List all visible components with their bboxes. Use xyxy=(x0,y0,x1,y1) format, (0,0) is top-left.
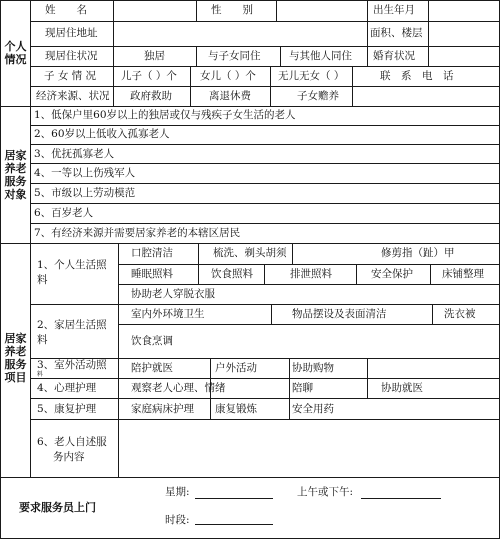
category-home-care: 2、家居生活照 xyxy=(37,319,107,331)
target-item[interactable]: 3、优抚孤寡老人 xyxy=(34,148,115,160)
rule xyxy=(30,419,500,420)
time-slot-label: 时段: xyxy=(165,514,190,526)
rule xyxy=(430,264,431,284)
service-surface-cleaning[interactable]: 物品摆设及表面清洁 xyxy=(292,308,387,320)
income-option-pension[interactable]: 离退休费 xyxy=(209,90,251,102)
living-option-with-others[interactable]: 与其他人同住 xyxy=(289,50,352,62)
income-option-child-support[interactable]: 子女赡养 xyxy=(297,90,339,102)
category-self-described-cont: 务内容 xyxy=(53,451,85,463)
rule xyxy=(113,0,114,106)
rule xyxy=(428,0,429,66)
service-bed-making[interactable]: 床铺整理 xyxy=(442,268,484,280)
rule xyxy=(0,0,1,539)
service-environment-hygiene[interactable]: 室内外环境卫生 xyxy=(131,308,205,320)
name-label: 姓 名 xyxy=(45,4,87,16)
service-sleep-care[interactable]: 睡眠照料 xyxy=(131,268,173,280)
target-item[interactable]: 4、一等以上伤残军人 xyxy=(34,167,136,179)
rule xyxy=(289,358,290,419)
service-medical-assist[interactable]: 协助就医 xyxy=(381,382,423,394)
rule xyxy=(198,243,199,284)
rule xyxy=(276,0,277,21)
phone-label: 联 系 电 话 xyxy=(380,70,454,82)
service-nail-trimming[interactable]: 修剪指（趾）甲 xyxy=(381,247,455,259)
service-mood-observation[interactable]: 观察老人心理、情绪 xyxy=(131,382,226,394)
rule xyxy=(118,324,500,325)
service-outdoor-activity[interactable]: 户外活动 xyxy=(215,362,257,374)
rule xyxy=(30,86,500,87)
rule xyxy=(196,0,197,21)
service-oral-cleaning[interactable]: 口腔清洁 xyxy=(131,247,173,259)
rule xyxy=(356,264,357,284)
service-cooking[interactable]: 饮食烹调 xyxy=(131,335,173,347)
income-label: 经济来源、状况 xyxy=(36,90,110,102)
rule xyxy=(30,163,500,164)
rule xyxy=(270,66,271,86)
category-self-described: 6、老人自述服 xyxy=(37,436,107,448)
service-dressing-assist[interactable]: 协助老人穿脱衣服 xyxy=(131,288,215,300)
category-outdoor-care: 3、室外活动照 xyxy=(37,359,107,371)
am-pm-field[interactable] xyxy=(361,498,441,499)
time-slot-field[interactable] xyxy=(195,524,273,525)
rule xyxy=(118,243,119,477)
area-floor-label: 面积、楼层 xyxy=(370,27,423,39)
section-service-items: 居家 养老 服务 项目 xyxy=(4,332,27,384)
service-diet-care[interactable]: 饮食照料 xyxy=(211,268,253,280)
rule xyxy=(367,0,368,66)
rule xyxy=(30,0,31,477)
rule xyxy=(0,106,500,107)
rule xyxy=(280,46,281,66)
children-daughter-option[interactable]: 女儿（ ）个 xyxy=(200,70,256,82)
service-toileting-care[interactable]: 排泄照料 xyxy=(290,268,332,280)
rule xyxy=(30,223,500,224)
rule xyxy=(0,477,500,478)
rule xyxy=(270,86,271,106)
category-outdoor-care-cont: 料 xyxy=(37,371,44,378)
section-service-targets: 居家 养老 服务 对象 xyxy=(4,149,27,201)
service-safety[interactable]: 安全保护 xyxy=(371,268,413,280)
rule xyxy=(30,304,500,305)
rule xyxy=(432,304,433,324)
category-personal-care-cont: 料 xyxy=(37,274,48,286)
rule xyxy=(30,46,500,47)
children-son-option[interactable]: 儿子（ ）个 xyxy=(121,70,177,82)
living-option-alone[interactable]: 独居 xyxy=(144,50,165,62)
service-laundry[interactable]: 洗衣被 xyxy=(444,308,476,320)
rule xyxy=(30,378,500,379)
am-pm-label: 上午或下午: xyxy=(297,486,354,498)
target-item[interactable]: 1、低保户里60岁以上的独居或仅与残疾子女生活的老人 xyxy=(34,109,296,121)
rule xyxy=(118,284,500,285)
rule xyxy=(0,0,500,1)
children-label: 子 女 情 况 xyxy=(44,70,97,82)
service-home-bed-care[interactable]: 家庭病床护理 xyxy=(131,403,194,415)
rule xyxy=(30,203,500,204)
rule xyxy=(0,243,500,244)
category-personal-care: 1、个人生活照 xyxy=(37,259,107,271)
rule xyxy=(30,398,500,399)
rule xyxy=(30,144,500,145)
category-home-care-cont: 料 xyxy=(37,334,48,346)
weekday-label: 星期: xyxy=(165,486,190,498)
category-psychological-care: 4、心理护理 xyxy=(37,382,97,394)
target-item[interactable]: 6、百岁老人 xyxy=(34,207,94,219)
rule xyxy=(292,243,293,264)
rule xyxy=(196,46,197,66)
rule xyxy=(271,304,272,324)
address-label: 现居住地址 xyxy=(45,27,98,39)
section-personal: 个人 情况 xyxy=(4,40,27,66)
rule xyxy=(190,86,191,106)
service-medical-escort[interactable]: 陪护就医 xyxy=(131,362,173,374)
marital-status-label: 婚育状况 xyxy=(373,50,415,62)
category-rehab-care: 5、康复护理 xyxy=(37,403,97,415)
target-item[interactable]: 5、市级以上劳动模范 xyxy=(34,187,136,199)
rule xyxy=(190,66,191,86)
request-label: 要求服务员上门 xyxy=(19,501,96,514)
income-option-government-aid[interactable]: 政府救助 xyxy=(130,90,172,102)
rule xyxy=(264,264,265,284)
service-grooming[interactable]: 梳洗、剃头胡须 xyxy=(213,247,287,259)
birth-date-label: 出生年月 xyxy=(373,4,415,16)
service-rehab-exercise[interactable]: 康复锻炼 xyxy=(215,403,257,415)
target-item[interactable]: 2、60岁以上低收入孤寡老人 xyxy=(34,128,170,140)
rule xyxy=(352,66,353,86)
rule xyxy=(352,86,353,106)
rule xyxy=(30,66,500,67)
rule xyxy=(30,183,500,184)
children-none-option[interactable]: 无儿无女（ ） xyxy=(278,70,345,82)
rule xyxy=(30,125,500,126)
rule xyxy=(118,264,500,265)
service-medication-safety[interactable]: 安全用药 xyxy=(292,403,334,415)
service-companionship[interactable]: 陪聊 xyxy=(292,382,313,394)
service-shopping-assist[interactable]: 协助购物 xyxy=(292,362,334,374)
living-status-label: 现居住状况 xyxy=(45,50,98,62)
target-item[interactable]: 7、有经济来源并需要居家养老的本辖区居民 xyxy=(34,227,241,239)
rule xyxy=(367,358,368,399)
rule xyxy=(30,21,500,22)
weekday-field[interactable] xyxy=(195,498,273,499)
living-option-with-children[interactable]: 与子女同住 xyxy=(208,50,261,62)
gender-label: 性 别 xyxy=(211,4,253,16)
